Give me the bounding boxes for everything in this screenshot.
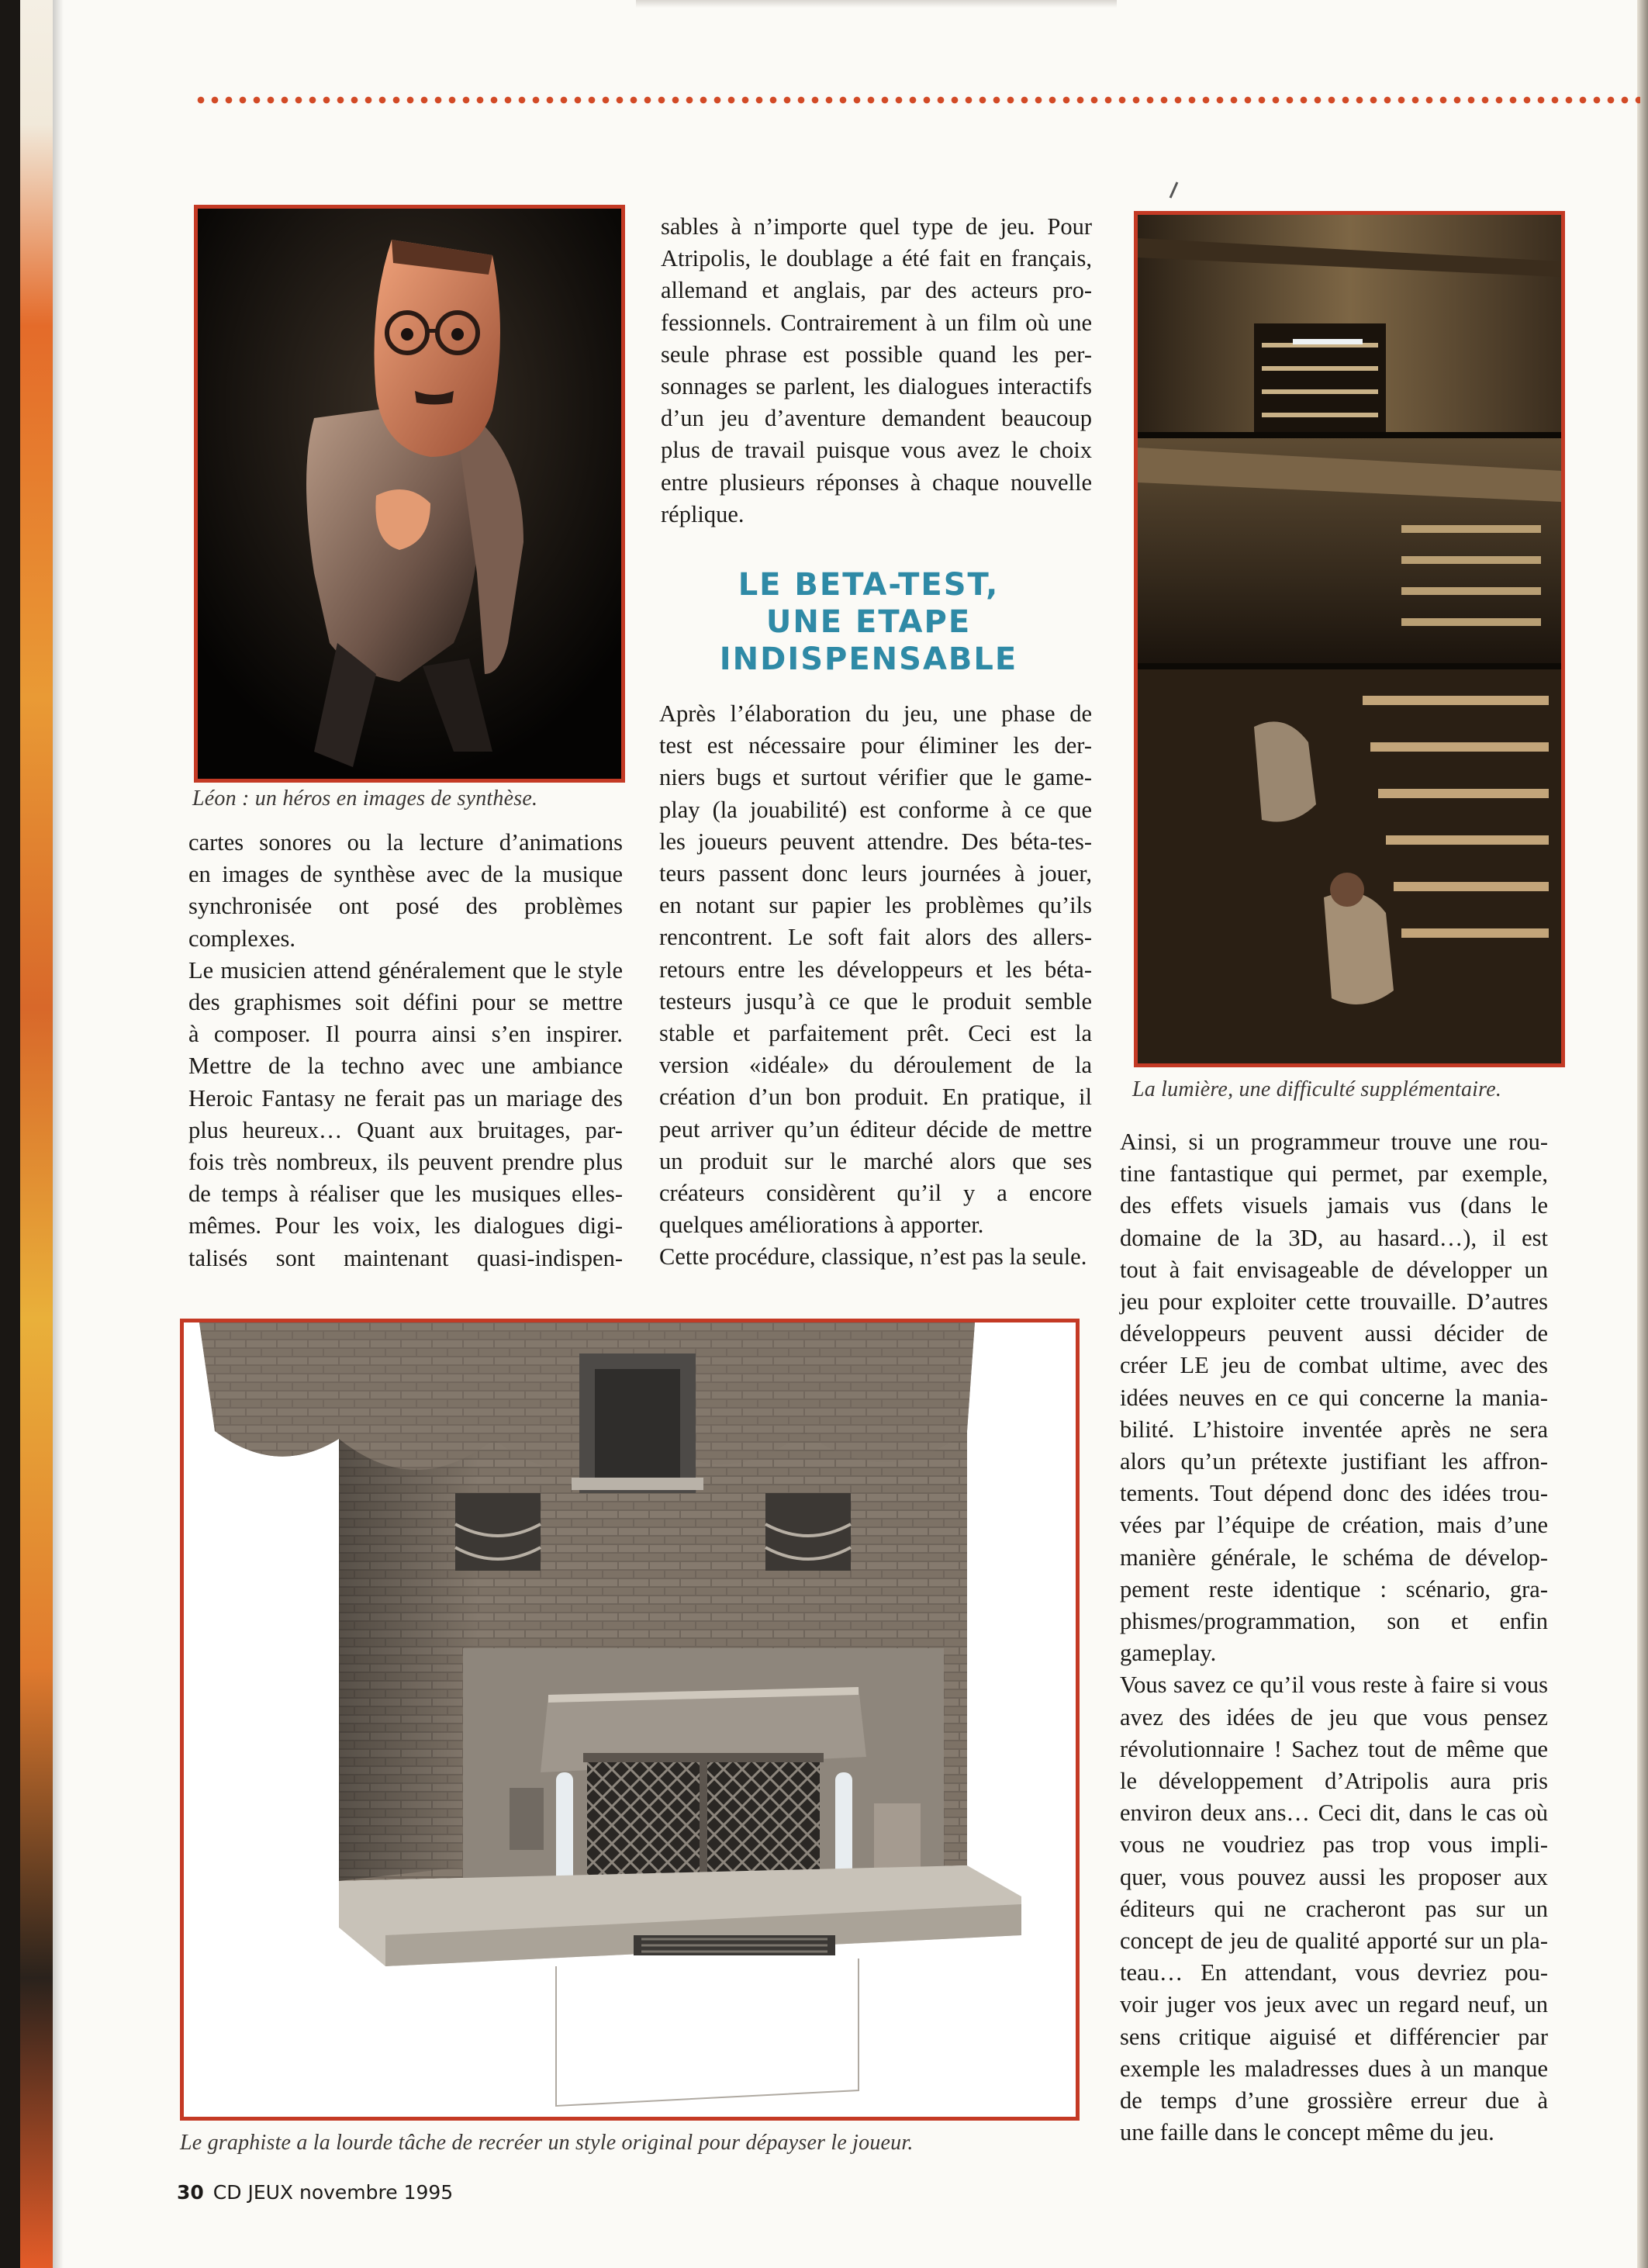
text-line: fessionnels. Contrairement à un film où une (661, 309, 1092, 336)
text-line: une faille dans le concept même du jeu. (1120, 2119, 1494, 2146)
text-line: sonnages se parlent, les dialogues interactifs (661, 373, 1092, 400)
text-line: éditeurs qui ne cracheront pas sur un (1120, 1895, 1548, 1922)
text-line: les joueurs peuvent attendre. Des béta-tes- (659, 828, 1092, 855)
staircase-scene-image (1138, 215, 1561, 1063)
text-line: concept de jeu de qualité apporté sur un pla- (1120, 1927, 1548, 1955)
leon-character-image (198, 209, 621, 779)
text-line: créateurs considèrent qu’il y a encore (659, 1180, 1092, 1207)
text-line: en notant sur papier les problèmes qu’ils (659, 892, 1092, 919)
text-line: domaine de la 3D, au hasard…), il est (1120, 1224, 1548, 1251)
stray-mark (1169, 182, 1179, 198)
text-line: mêmes. Pour les voix, les dialogues digi- (188, 1212, 623, 1239)
column-3 (1120, 1126, 1548, 2149)
text-line: phismes/programmation, son et enfin (1120, 1608, 1548, 1635)
text-line: pement reste identique : scénario, gra- (1120, 1575, 1548, 1602)
text-line: teau… En attendant, vous devriez pou- (1120, 1959, 1548, 1986)
text-line: des graphismes soit défini pour se mettre (188, 989, 623, 1016)
text-line: des effets visuels jamais vus (dans le (1120, 1192, 1548, 1219)
figure-light (1134, 211, 1565, 1067)
text-line: un produit sur le marché alors que ses (659, 1147, 1092, 1174)
text-line: talisés sont maintenant quasi-indispen- (188, 1244, 623, 1271)
text-line: Mettre de la techno avec une ambiance (188, 1053, 623, 1080)
text-line: quelques améliorations à apporter. (659, 1212, 984, 1239)
page-number: 30 (177, 2181, 204, 2204)
right-page-edge (1637, 0, 1648, 2268)
text-line: Vous savez ce qu’il vous reste à faire si vous (1120, 1672, 1548, 1699)
text-line: le développement d’Atripolis aura pris (1120, 1768, 1548, 1795)
text-line: Le musicien attend généralement que le style (188, 956, 623, 984)
text-line: tout à fait envisageable de développer un (1120, 1256, 1548, 1283)
text-line: Après l’élaboration du jeu, une phase de (659, 700, 1092, 727)
text-line: sables à n’importe quel type de jeu. Pour (661, 213, 1092, 240)
text-line: test est nécessaire pour éliminer les der- (659, 732, 1092, 759)
text-line: stable et parfaitement prêt. Ceci est la (659, 1020, 1092, 1047)
heading-line: UNE ETAPE (765, 604, 972, 640)
text-line: gameplay. (1120, 1640, 1217, 1667)
text-line: play (la jouabilité) est conforme à ce que (659, 796, 1092, 823)
text-line: jeu pour exploiter cette trouvaille. D’autres (1120, 1288, 1548, 1316)
text-line: tine fantastique qui permet, par exemple, (1120, 1160, 1548, 1188)
text-line: réplique. (661, 500, 745, 527)
text-line: niers bugs et surtout vérifier que le game- (659, 764, 1092, 791)
text-line: créer LE jeu de combat ultime, avec des (1120, 1352, 1548, 1379)
page-footer (177, 2181, 453, 2204)
text-line: d’un jeu d’aventure demandent beaucoup (661, 405, 1092, 432)
caption-building: Le graphiste a la lourde tâche de recréer un style original pour dépayser le joueur. (180, 2131, 914, 2155)
text-line: teurs passent donc leurs journées à jouer, (659, 860, 1092, 887)
text-line: à composer. Il pourra ainsi s’en inspirer. (188, 1021, 623, 1048)
text-line: développeurs peuvent aussi décider de (1120, 1320, 1548, 1347)
text-line: environ deux ans… Ceci dit, dans le cas où (1120, 1800, 1548, 1827)
text-line: avez des idées de jeu que vous pensez (1120, 1703, 1548, 1730)
text-line: idées neuves en ce qui concerne la mania- (1120, 1384, 1548, 1411)
text-line: vous ne voudriez pas trop vous impli- (1120, 1831, 1548, 1858)
text-line: rencontrent. Le soft fait alors des allers- (659, 924, 1092, 951)
caption-leon: Léon : un héros en images de synthèse. (192, 787, 538, 811)
caption-light: La lumière, une difficulté supplémentaire. (1132, 1077, 1502, 1101)
text-line: retours entre les développeurs et les béta- (659, 956, 1092, 983)
column-2-top (661, 211, 1092, 531)
building-facade-image (184, 1322, 1076, 2117)
text-line: création d’un bon produit. En pratique, il (659, 1084, 1092, 1111)
text-line: allemand et anglais, par des acteurs pro- (661, 277, 1092, 304)
text-line: en images de synthèse avec de la musique (188, 861, 623, 888)
text-line: de temps d’une grossière erreur due à (1120, 2087, 1548, 2114)
text-line: Ainsi, si un programmeur trouve une rou- (1120, 1129, 1548, 1155)
text-line: bilité. L’histoire inventée après ne sera (1120, 1416, 1548, 1443)
text-line: version «idéale» du déroulement de la (659, 1052, 1092, 1079)
text-line: Heroic Fantasy ne ferait pas un mariage des (188, 1084, 623, 1112)
figure-leon (194, 205, 625, 783)
text-line: Cette procédure, classique, n’est pas la seule. (659, 1243, 1087, 1271)
figure-building (180, 1319, 1080, 2121)
text-line: cartes sonores ou la lecture d’animations (188, 829, 623, 856)
text-line: manière générale, le schéma de dévelop- (1120, 1544, 1548, 1571)
heading-line: LE BETA-TEST, (738, 567, 1000, 603)
text-line: révolutionnaire ! Sachez tout de même que (1120, 1735, 1548, 1762)
text-line: vées par l’équipe de création, mais d’une (1120, 1512, 1548, 1539)
text-line: tements. Tout dépend donc des idées trou- (1120, 1480, 1548, 1507)
binding-shadow (53, 0, 64, 2268)
text-line: testeurs jusqu’à ce que le produit semble (659, 987, 1092, 1015)
text-line: plus heureux… Quant aux bruitages, par- (188, 1116, 623, 1143)
text-line: voir juger vos jeux avec un regard neuf, un (1120, 1991, 1548, 2018)
issue-info: CD JEUX novembre 1995 (212, 2181, 454, 2204)
text-line: sens critique aiguisé et différencier par (1120, 2023, 1548, 2050)
text-line: entre plusieurs réponses à chaque nouvelle (661, 468, 1092, 496)
text-line: quer, vous pouvez aussi les proposer aux (1120, 1863, 1548, 1890)
dotted-rule (194, 95, 1640, 105)
text-line: de temps à réaliser que les musiques elles- (188, 1181, 623, 1208)
text-line: fois très nombreux, ils peuvent prendre plus (188, 1149, 623, 1176)
heading-line: INDISPENSABLE (719, 641, 1018, 677)
text-line: Atripolis, le doublage a été fait en français, (661, 245, 1092, 272)
text-line: peut arriver qu’un éditeur décide de mettre (659, 1115, 1092, 1143)
text-line: complexes. (188, 925, 296, 952)
section-heading (651, 566, 1086, 678)
text-line: plus de travail puisque vous avez le choix (661, 437, 1092, 464)
column-2-bottom (659, 698, 1092, 1274)
text-line: alors qu’un prétexte justifiant les affron- (1120, 1448, 1548, 1475)
binding-edge (0, 0, 20, 2268)
text-line: exemple les maladresses dues à un manque (1120, 2055, 1548, 2082)
facing-page-edge (20, 0, 53, 2268)
top-bleed (636, 0, 1117, 8)
text-line: seule phrase est possible quand les per- (661, 341, 1092, 368)
column-1 (188, 827, 623, 1274)
text-line: synchronisée ont posé des problèmes (188, 893, 623, 920)
